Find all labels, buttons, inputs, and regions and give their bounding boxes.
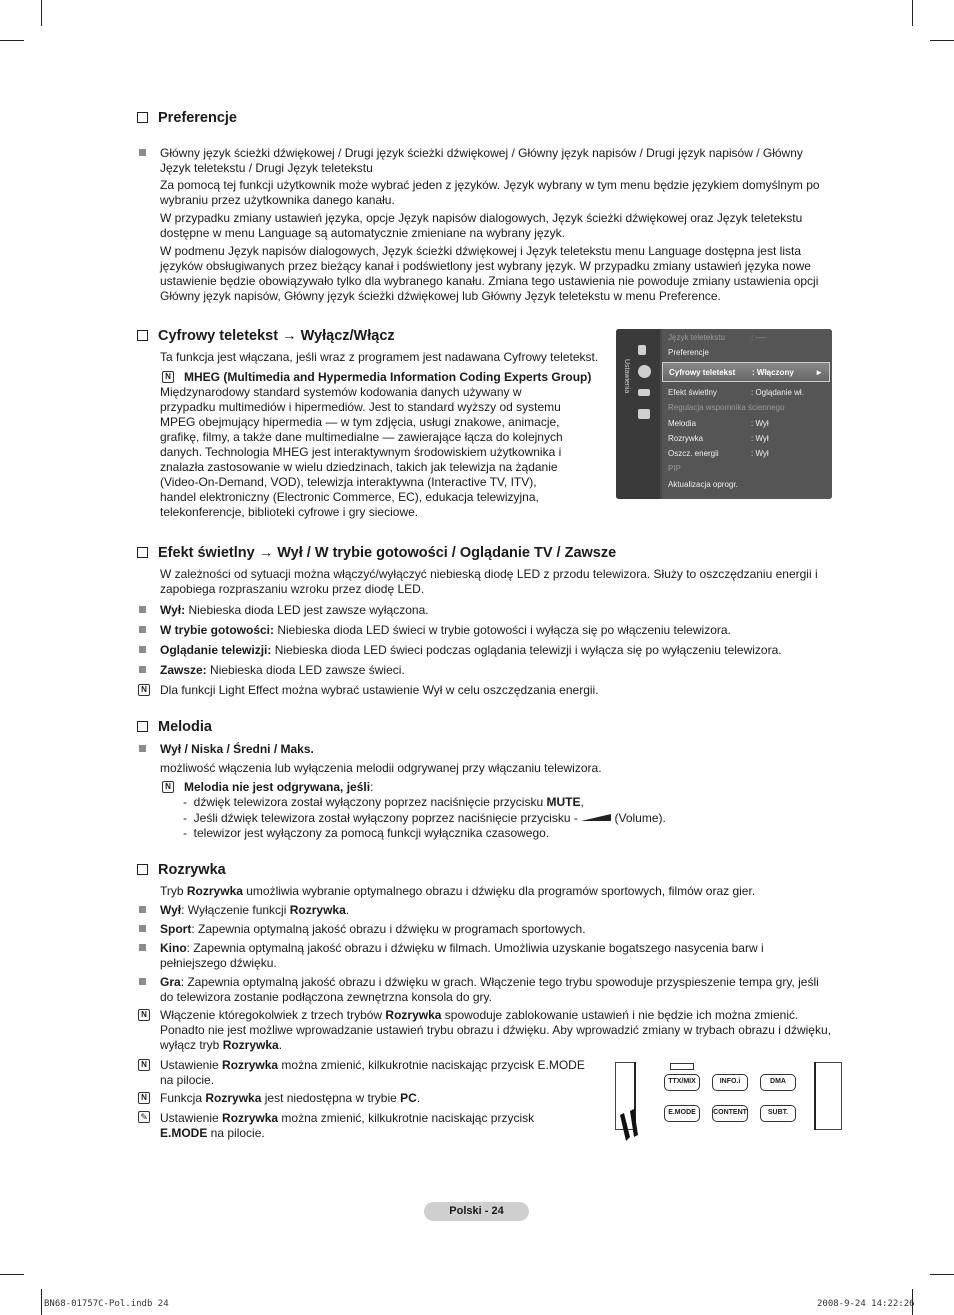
menu-row[interactable]: Efekt świetlny : Oglądanie wł. (668, 388, 804, 397)
square-bullet-icon (139, 925, 146, 932)
note-icon: N (138, 1092, 150, 1104)
bullet-item: Wył / Niska / Średni / Maks. (160, 742, 314, 756)
square-bullet-icon (139, 906, 146, 913)
volume-minus-icon (581, 814, 611, 821)
crop-mark (930, 40, 954, 41)
bullet-item: Zawsze: Niebieska dioda LED zawsze świeci. (160, 663, 405, 677)
menu-row[interactable]: Melodia : Wył (668, 419, 769, 428)
section-title-rozrywka: Rozrywka (137, 861, 226, 879)
crop-mark (930, 1274, 954, 1275)
paragraph: Tryb Rozrywka umożliwia wybranie optymalnego obrazu i dźwięku dla programów sportowych, filmów oraz gier. (160, 884, 756, 898)
note-text: Włączenie któregokolwiek z trzech trybów Rozrywka spowoduje zablokowanie ustawień i nie będzie ich można zmienić. Ponadto nie jest możliwe wprowadzanie ustawień trybu obrazu i dźwięku. Aby wprowadzić zmiany w trybach obrazu i dźwięku, wyłącz tryb Rozrywka. (160, 1008, 831, 1052)
bullet-item: Wył: Niebieska dioda LED jest zawsze wyłączona. (160, 603, 429, 617)
paragraph: W podmenu Język napisów dialogowych, Język ścieżki dźwiękowej i Język teletekstu menu Language dostępna jest lista języków obsługiwanych przez bieżący kanał i podświetlony jest wybrany język. W przypadku zmiany ustawień języka nowe ustawienie będzie obowiązywało tylko dla wybranego kanału. Zmiana tego ustawienia nie powoduje zmiany ustawienia opcji Główny język napisów, Główny język ścieżki dźwiękowej lub Główny Język teletekstu w menu Preference. (160, 244, 819, 303)
section-title-efekt-swietlny: Efekt świetlny → Wył / W trybie gotowości / Oglądanie TV / Zawsze (137, 544, 616, 562)
crop-mark (0, 40, 24, 41)
note-icon: N (138, 684, 150, 696)
checkbox-icon (137, 330, 148, 341)
remote-button-subt[interactable]: SUBT. (760, 1105, 796, 1122)
remote-button-content[interactable]: CONTENT (712, 1105, 748, 1122)
menu-row[interactable]: Język teletekstu : ---- (668, 333, 767, 342)
tip-icon: ✎ (138, 1111, 150, 1123)
square-bullet-icon (139, 944, 146, 951)
crop-mark (912, 0, 913, 26)
arrow-right-icon: ► (815, 368, 823, 377)
square-bullet-icon (139, 606, 146, 613)
note-text: Funkcja Rozrywka jest niedostępna w trybie PC. (160, 1091, 421, 1105)
tv-settings-menu (616, 329, 832, 499)
square-bullet-icon (139, 978, 146, 985)
note-text: Ustawienie Rozrywka można zmienić, kilkukrotnie naciskając przycisk E.MODE na pilocie. (160, 1111, 535, 1140)
paragraph: W przypadku zmiany ustawień języka, opcje Język napisów dialogowych, Język ścieżki dźwiękowej oraz Język teletekstu dostępne w menu Language są automatycznie zmieniane na wybrany język. (160, 211, 803, 240)
square-bullet-icon (139, 626, 146, 633)
paragraph: możliwość włączenia lub wyłączenia melodii odgrywanej przy włączaniu telewizora. (160, 761, 602, 775)
bullet-item: W trybie gotowości: Niebieska dioda LED świeci w trybie gotowości i wyłącza się po włączeniu telewizora. (160, 623, 731, 637)
input-icon (638, 389, 650, 396)
menu-rows (662, 329, 832, 499)
paragraph: Międzynarodowy standard systemów kodowania danych używany w przypadku multimediów i hipermediów. Jest to standard wyższy od systemu MPEG obejmujący hipermedia — w tym zdjęcia, usługi znakowe, animacje, grafikę, filmy, a także dane multimedialne — zawierające łącza do kolejnych danych. Technologia MHEG jest interaktywnym środowiskiem użytkownika i znalazła zastosowanie w wielu dziedzinach, takich jak telewizja na żądanie (Video-On-Demand, VOD), telewizja interaktywna (Interactive TV, ITV), handel elektroniczny (Electronic Commerce, EC), edukacja telewizyjna, telekonferencje, biblioteki cyfrowe i gry sieciowe. (160, 385, 563, 519)
picture-icon (638, 345, 646, 355)
paragraph: Główny język ścieżki dźwiękowej / Drugi język ścieżki dźwiękowej / Główny język napisów / Drugi język napisów / Główny Język teletekstu / Drugi Język teletekstu (160, 146, 803, 175)
menu-row[interactable]: PIP (668, 464, 681, 473)
menu-row-selected[interactable]: Cyfrowy teletekst : Włączony ► (662, 362, 830, 382)
bullet-item: Sport: Zapewnia optymalną jakość obrazu i dźwięku w programach sportowych. (160, 922, 586, 936)
square-bullet-icon (139, 745, 146, 752)
application-icon (638, 409, 650, 419)
bullet-item: Kino: Zapewnia optymalną jakość obrazu i dźwięku w filmach. Umożliwia uzyskanie bogatszego nasycenia barw i pełniejszego dźwięku. (160, 941, 764, 970)
menu-row[interactable]: Regulacja wspomnika ściennego (668, 403, 785, 412)
gear-icon (638, 365, 651, 378)
remote-button-dma[interactable]: DMA (760, 1074, 796, 1091)
bullet-item: Oglądanie telewizji: Niebieska dioda LED świeci podczas oglądania telewizji i wyłącza się po wyłączeniu telewizora. (160, 643, 782, 657)
pointer-arrow-icon (616, 1107, 646, 1143)
remote-control-illustration (615, 1062, 842, 1130)
print-slug-date: 2008-9-24 14:22:26 (817, 1299, 915, 1309)
square-bullet-icon (139, 646, 146, 653)
checkbox-icon (137, 721, 148, 732)
menu-row[interactable]: Rozrywka : Wył (668, 434, 769, 443)
dash-item: - telewizor jest wyłączony za pomocą funkcji wyłącznika czasowego. (183, 826, 550, 840)
menu-side-label: Ustawienia (623, 359, 630, 394)
remote-button-ttx-mix[interactable]: TTX/MIX (664, 1074, 700, 1091)
checkbox-icon (137, 547, 148, 558)
section-title-preferencje: Preferencje (137, 109, 237, 127)
note-icon: N (162, 371, 174, 383)
paragraph: W zależności od sytuacji można włączyć/wyłączyć niebieską diodę LED z przodu telewizora. Służy to oszczędzaniu energii i zapobiega rozpraszaniu wzroku przez diodę LED. (160, 567, 818, 596)
menu-row[interactable]: Aktualizacja oprogr. (668, 480, 738, 489)
dash-item: - dźwięk telewizora został wyłączony poprzez naciśnięcie przycisku MUTE, (183, 795, 584, 809)
section-title-melodia: Melodia (137, 718, 212, 736)
menu-row[interactable]: Preferencje (668, 348, 709, 357)
square-bullet-icon (139, 666, 146, 673)
checkbox-icon (137, 112, 148, 123)
note-icon: N (162, 781, 174, 793)
bullet-item: Gra: Zapewnia optymalną jakość obrazu i dźwięku w grach. Włączenie tego trybu spowoduje przyspieszenie tempa gry, jeśli do telewizora zostanie podłączona zewnętrzna konsola do gry. (160, 975, 819, 1004)
page-number-badge: Polski - 24 (424, 1202, 529, 1221)
remote-button-info[interactable]: INFO.i (712, 1074, 748, 1091)
crop-mark (0, 1274, 24, 1275)
remote-body (634, 1062, 816, 1130)
checkbox-icon (137, 864, 148, 875)
dash-item: - Jeśli dźwięk telewizora został wyłączony poprzez naciśnięcie przycisku - (Volume). (183, 811, 666, 825)
menu-icon-column (616, 329, 660, 499)
note-text: Ustawienie Rozrywka można zmienić, kilkukrotnie naciskając przycisk E.MODE na pilocie. (160, 1058, 585, 1087)
remote-logo-icon (670, 1063, 694, 1070)
crop-mark (41, 1289, 42, 1315)
print-slug-file: BN68-01757C-Pol.indb 24 (44, 1299, 169, 1309)
remote-button-e-mode[interactable]: E.MODE (664, 1105, 700, 1122)
note-text: Melodia nie jest odgrywana, jeśli: (184, 780, 374, 794)
mheg-heading: MHEG (Multimedia and Hypermedia Information Coding Experts Group) (184, 370, 592, 384)
menu-row[interactable]: Oszcz. energii : Wył (668, 449, 769, 458)
paragraph: Ta funkcja jest włączana, jeśli wraz z programem jest nadawana Cyfrowy teletekst. (160, 350, 599, 364)
section-title-cyfrowy-teletekst: Cyfrowy teletekst → Wyłącz/Włącz (137, 327, 395, 345)
bullet-item: Wył: Wyłączenie funkcji Rozrywka. (160, 903, 350, 917)
paragraph: Za pomocą tej funkcji użytkownik może wybrać jeden z języków. Język wybrany w tym menu będzie językiem domyślnym po wybraniu przez użytkownika danego kanału. (160, 178, 820, 207)
note-icon: N (138, 1009, 150, 1021)
note-text: Dla funkcji Light Effect można wybrać ustawienie Wył w celu oszczędzania energii. (160, 683, 599, 697)
note-icon: N (138, 1059, 150, 1071)
square-bullet-icon (139, 149, 146, 156)
crop-mark (41, 0, 42, 26)
